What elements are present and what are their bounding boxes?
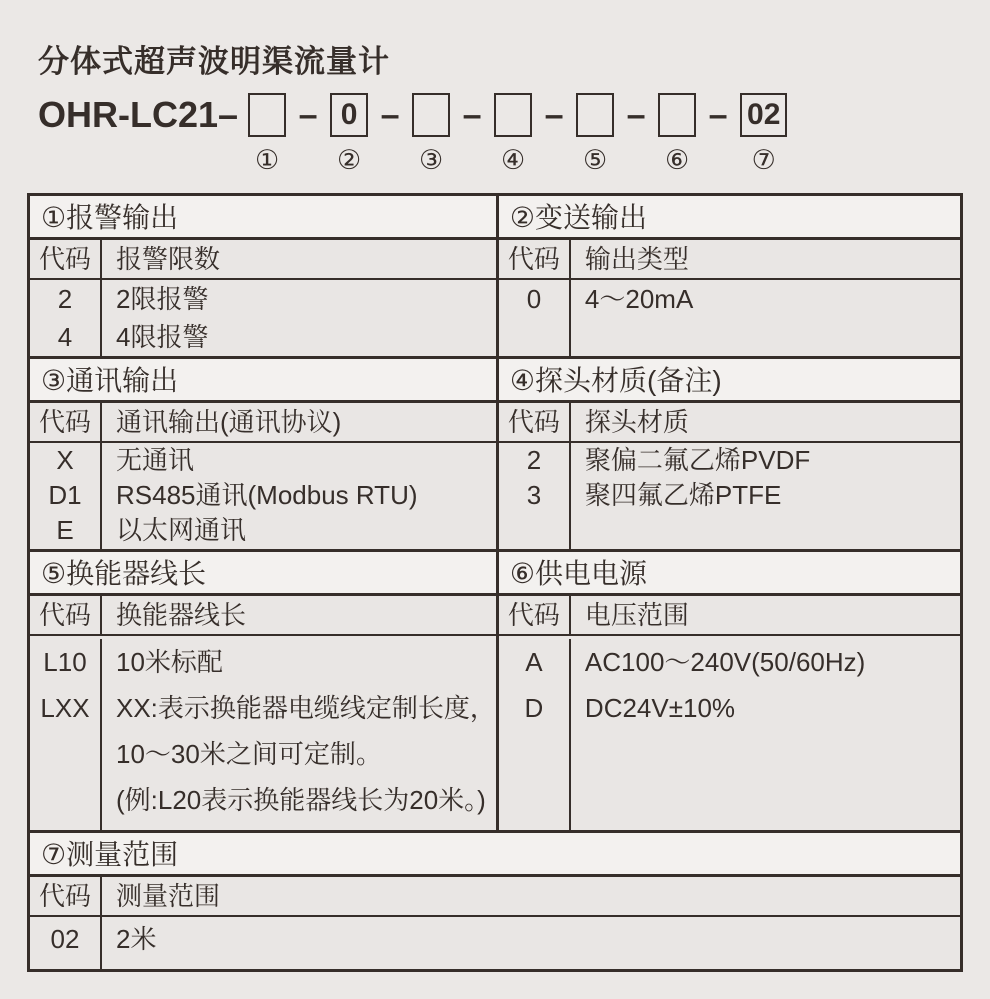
desc-cell: DC24V±10% [584, 693, 736, 723]
section-header-row [30, 877, 960, 917]
code-cell: D [524, 693, 544, 723]
section-body [499, 636, 960, 830]
model-prefix: OHR-LC21– [38, 94, 239, 135]
code-cell: L10 [43, 647, 87, 677]
dash-separator: – [626, 96, 646, 134]
desc-cell: AC100～240V(50/60Hz) [584, 647, 866, 677]
code-cell: D1 [48, 480, 82, 510]
column-header-code: 代码 [30, 403, 102, 441]
desc-column [571, 443, 960, 549]
desc-cell: 2限报警 [116, 284, 209, 314]
model-position-7 [740, 93, 787, 175]
page-title: 分体式超声波明渠流量计 [38, 44, 390, 79]
column-header-code: 代码 [499, 240, 571, 278]
dash-separator: – [708, 96, 728, 134]
code-cell: 3 [526, 480, 542, 510]
section-measuring-range [30, 830, 960, 969]
position-number-5: ⑤ [582, 145, 608, 175]
dash-separator: – [462, 96, 482, 134]
section-header-row [30, 240, 496, 280]
column-header-code: 代码 [30, 877, 102, 915]
section-header-row [499, 403, 960, 443]
desc-column [102, 443, 496, 549]
section-body [499, 443, 960, 549]
code-column [499, 443, 571, 549]
model-box-7: 02 [740, 93, 787, 137]
desc-column [102, 639, 496, 830]
position-number-1: ① [254, 145, 280, 175]
section-title: ①报警输出 [30, 196, 496, 240]
desc-column [102, 280, 496, 356]
column-header-desc: 换能器线长 [116, 600, 247, 630]
section-power-supply [496, 549, 960, 830]
dash-separator: – [298, 96, 318, 134]
spec-table [27, 193, 963, 972]
model-box-5 [576, 93, 614, 137]
section-header-row [30, 596, 496, 636]
section-title: ④探头材质(备注) [499, 359, 960, 403]
column-header-desc: 电压范围 [584, 600, 689, 630]
code-cell: 4 [57, 322, 73, 352]
section-transmit-output [496, 196, 960, 356]
desc-cell: 无通讯 [116, 445, 195, 475]
column-header-desc: 测量范围 [116, 881, 221, 911]
section-title: ③通讯输出 [30, 359, 496, 403]
desc-column [571, 280, 960, 356]
section-header-row [30, 403, 496, 443]
desc-cell: 以太网通讯 [116, 515, 247, 545]
desc-cell: XX:表示换能器电缆线定制长度， [116, 693, 496, 723]
code-cell: 02 [50, 924, 80, 954]
section-body [30, 443, 496, 549]
code-column [30, 280, 102, 356]
section-title: ⑥供电电源 [499, 552, 960, 596]
model-box-6 [658, 93, 696, 137]
section-body [30, 636, 496, 830]
code-cell: X [56, 445, 74, 475]
code-cell: E [56, 515, 74, 545]
code-column [499, 639, 571, 830]
column-header-code: 代码 [499, 403, 571, 441]
column-header-desc: 探头材质 [584, 407, 689, 437]
section-title: ⑦测量范围 [30, 833, 960, 877]
column-header-code: 代码 [499, 596, 571, 634]
section-transducer-cable-length [30, 549, 496, 830]
section-header-row [499, 596, 960, 636]
desc-column [571, 639, 960, 830]
desc-cell: 4～20mA [584, 284, 694, 314]
model-box-4 [494, 93, 532, 137]
code-column [30, 917, 102, 969]
code-column [30, 639, 102, 830]
position-number-4: ④ [500, 145, 526, 175]
position-number-3: ③ [418, 145, 444, 175]
column-header-desc: 报警限数 [116, 244, 221, 274]
position-number-6: ⑥ [664, 145, 690, 175]
model-box-2: 0 [330, 93, 368, 137]
model-position-1 [248, 93, 286, 175]
section-body [30, 917, 960, 969]
section-body [30, 280, 496, 356]
code-cell: LXX [40, 693, 90, 723]
desc-cell: RS485通讯(Modbus RTU) [116, 480, 418, 510]
model-code-diagram [38, 93, 963, 175]
code-cell: 0 [526, 284, 542, 314]
code-cell: 2 [57, 284, 73, 314]
column-header-desc: 通讯输出(通讯协议) [116, 407, 342, 437]
column-header-desc: 输出类型 [584, 244, 689, 274]
code-cell: A [525, 647, 543, 677]
code-column [499, 280, 571, 356]
model-box-3 [412, 93, 450, 137]
desc-cell: 2米 [116, 924, 157, 954]
model-position-4 [494, 93, 532, 175]
section-title: ②变送输出 [499, 196, 960, 240]
desc-column [102, 917, 960, 969]
position-number-2: ② [336, 145, 362, 175]
section-alarm-output [30, 196, 496, 356]
code-cell: 2 [526, 445, 542, 475]
desc-cell: 聚偏二氟乙烯PVDF [584, 445, 811, 475]
column-header-code: 代码 [30, 240, 102, 278]
desc-cell: 10～30米之间可定制。 [116, 739, 382, 769]
dash-separator: – [380, 96, 400, 134]
column-header-code: 代码 [30, 596, 102, 634]
desc-cell: 聚四氟乙烯PTFE [584, 480, 782, 510]
desc-cell: 10米标配 [116, 647, 223, 677]
model-box-1 [248, 93, 286, 137]
model-position-3 [412, 93, 450, 175]
section-header-row [499, 240, 960, 280]
model-position-6 [658, 93, 696, 175]
section-comm-output [30, 356, 496, 549]
desc-cell: (例:L20表示换能器线长为20米。) [116, 785, 486, 815]
model-position-5 [576, 93, 614, 175]
dash-separator: – [544, 96, 564, 134]
section-probe-material [496, 356, 960, 549]
model-position-2 [330, 93, 368, 175]
desc-cell: 4限报警 [116, 322, 209, 352]
section-title: ⑤换能器线长 [30, 552, 496, 596]
code-column [30, 443, 102, 549]
section-body [499, 280, 960, 356]
position-number-7: ⑦ [751, 145, 776, 175]
